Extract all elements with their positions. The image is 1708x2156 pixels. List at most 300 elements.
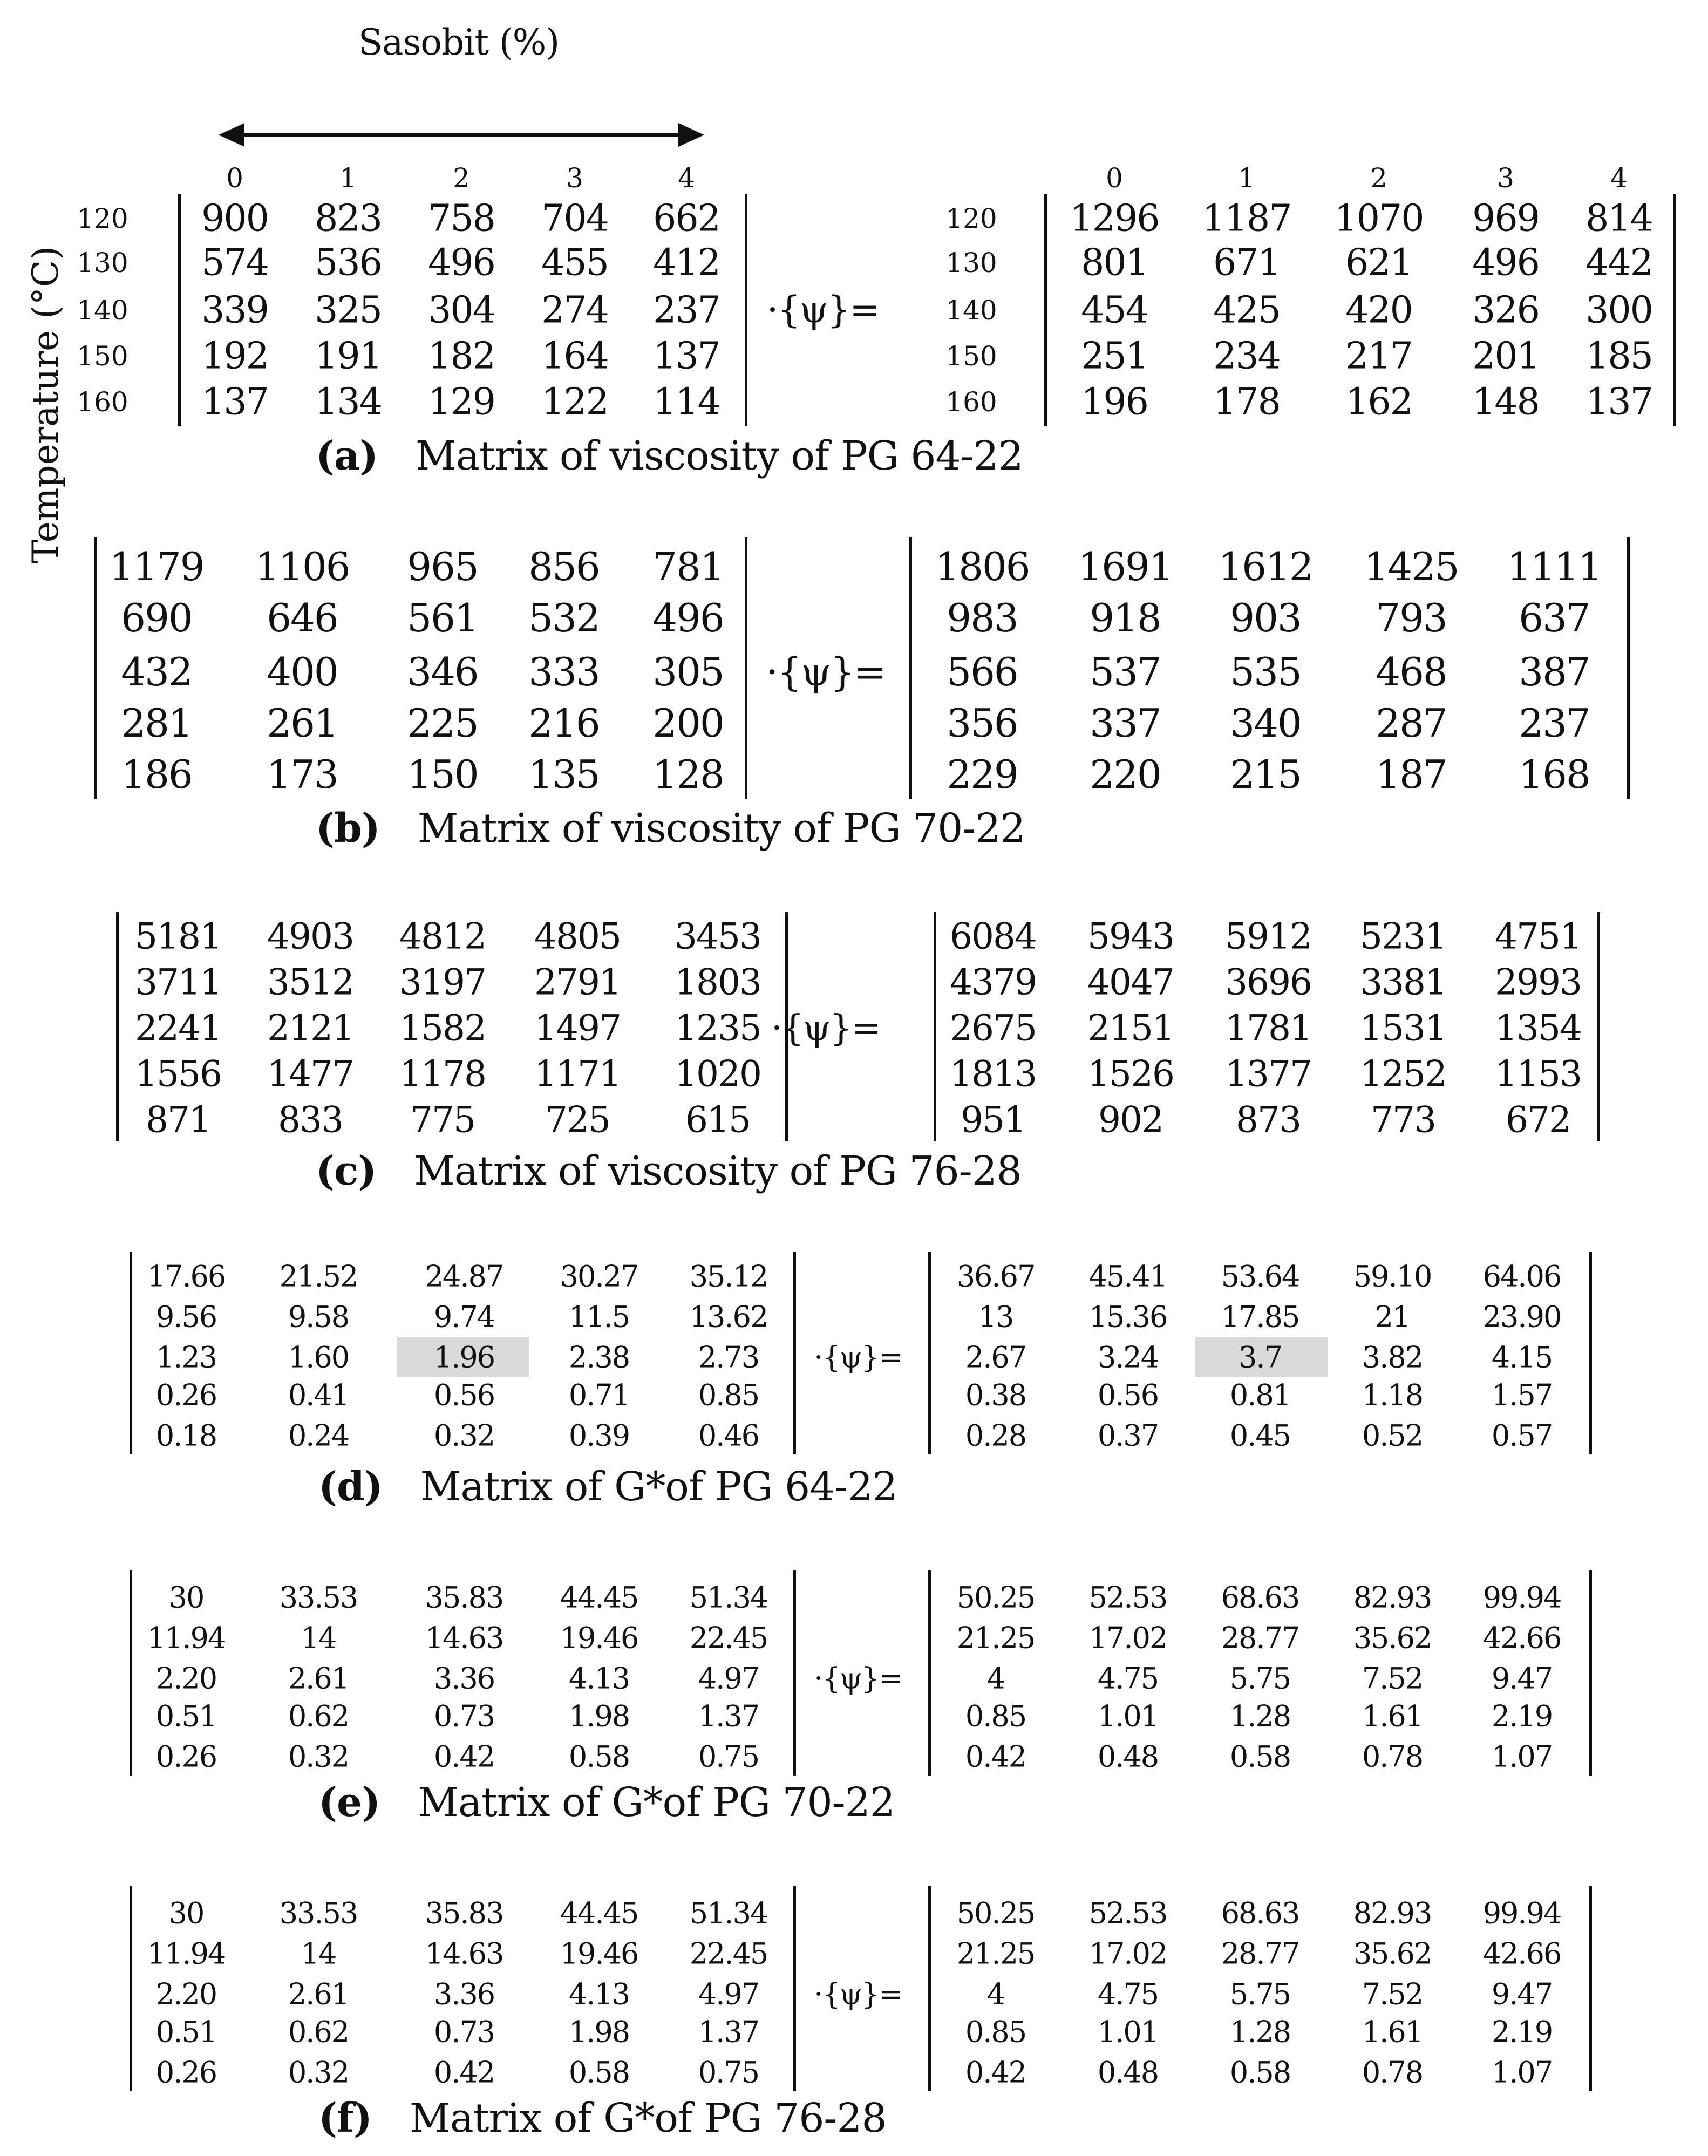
left-matrix-cell: 216: [528, 700, 600, 746]
left-matrix-cell: 1179: [109, 544, 204, 589]
left-matrix-cell: 346: [407, 649, 478, 695]
right-matrix-cell: 59.10: [1353, 1259, 1432, 1294]
right-matrix-cell: 148: [1472, 380, 1539, 424]
left-matrix-cell: 186: [121, 752, 192, 797]
left-matrix-cell: 14.63: [425, 1621, 503, 1655]
left-matrix-cell: 3512: [267, 961, 353, 1003]
right-matrix-cell: 773: [1371, 1099, 1435, 1141]
right-matrix-cell: 4.75: [1097, 1977, 1159, 2011]
left-matrix-cell: 1106: [255, 544, 350, 589]
left-matrix-cell: 2241: [135, 1007, 221, 1049]
right-matrix-cell: 983: [947, 595, 1018, 641]
right-matrix-cell: 21: [1374, 1300, 1410, 1334]
left-matrix-cell: 325: [315, 289, 382, 332]
left-matrix-cell: 400: [267, 649, 338, 695]
left-matrix-bracket: [793, 1570, 796, 1776]
left-matrix-cell: 781: [652, 544, 724, 589]
left-matrix-cell: 114: [653, 380, 720, 424]
left-matrix-cell: 0.56: [433, 1378, 495, 1412]
right-matrix-cell: 1.28: [1229, 1699, 1291, 1733]
right-matrix-cell: 0.52: [1362, 1418, 1423, 1453]
left-matrix-cell: 1.98: [568, 1699, 630, 1733]
sasobit-column-label: 0: [1106, 162, 1123, 194]
right-matrix-cell: 5.75: [1229, 1977, 1291, 2011]
temperature-axis-title: Temperature (°C): [25, 246, 66, 564]
left-matrix-bracket: [178, 194, 181, 426]
left-matrix-cell: 536: [315, 241, 382, 284]
right-matrix-cell: 1111: [1507, 544, 1602, 589]
right-matrix-cell: 0.45: [1229, 1418, 1291, 1453]
left-matrix-cell: 182: [428, 335, 495, 378]
right-matrix-cell: 496: [1472, 241, 1539, 284]
left-matrix-cell: 164: [541, 335, 608, 378]
psi-operator: ·{ψ}=: [766, 649, 886, 695]
left-matrix-cell: 24.87: [425, 1259, 503, 1294]
right-matrix-bracket: [1589, 1570, 1592, 1776]
left-matrix-cell: 33.53: [279, 1580, 358, 1615]
right-matrix-cell: 1296: [1070, 197, 1159, 240]
right-matrix-cell: 5231: [1360, 915, 1446, 957]
sasobit-column-label: 3: [1497, 162, 1514, 194]
left-matrix-cell: 3.36: [433, 1661, 495, 1696]
temperature-row-label: 150: [945, 341, 997, 372]
psi-operator: ·{ψ}=: [814, 1661, 902, 1696]
temperature-row-label: 120: [945, 203, 997, 234]
right-matrix-bracket: [1597, 912, 1600, 1141]
right-matrix-cell: 0.38: [965, 1378, 1026, 1412]
left-matrix-cell: 237: [653, 289, 720, 332]
right-matrix-cell: 873: [1236, 1099, 1301, 1141]
left-matrix-cell: 9.56: [155, 1300, 217, 1334]
right-matrix-cell: 5943: [1087, 915, 1174, 957]
right-matrix-cell: 229: [947, 752, 1018, 797]
right-matrix-cell: 82.93: [1353, 1580, 1432, 1615]
sasobit-axis-title: Sasobit (%): [358, 22, 560, 63]
right-matrix-cell: 7.52: [1362, 1661, 1423, 1696]
right-matrix-cell: 326: [1472, 289, 1539, 332]
left-matrix-cell: 1178: [399, 1053, 486, 1095]
right-matrix-cell: 251: [1081, 335, 1148, 378]
right-matrix-cell: 9.47: [1491, 1661, 1553, 1696]
right-matrix-cell: 637: [1519, 595, 1590, 641]
left-matrix-cell: 662: [653, 197, 720, 240]
panel-caption-text: Matrix of viscosity of PG 76-28: [414, 1148, 1022, 1194]
left-matrix-bracket: [130, 1886, 132, 2091]
left-matrix-cell: 5181: [135, 915, 221, 957]
right-matrix-cell: 137: [1585, 380, 1652, 424]
panel-tag: (e): [318, 1779, 380, 1826]
left-matrix-cell: 35.12: [689, 1259, 768, 1294]
left-matrix-cell: 4805: [534, 915, 621, 957]
left-matrix-cell: 2.38: [568, 1340, 630, 1375]
right-matrix-cell: 9.47: [1491, 1977, 1553, 2011]
right-matrix-cell: 6084: [950, 915, 1036, 957]
right-matrix-cell: 425: [1213, 289, 1280, 332]
right-matrix-cell: 82.93: [1353, 1896, 1432, 1930]
panel-tag: (f): [318, 2095, 372, 2141]
right-matrix-cell: 300: [1585, 289, 1652, 332]
left-matrix-cell: 21.52: [279, 1259, 358, 1294]
left-matrix-cell: 44.45: [560, 1580, 638, 1615]
right-matrix-cell: 0.37: [1097, 1418, 1159, 1453]
right-matrix-cell: 3.7: [1239, 1340, 1282, 1375]
left-matrix-cell: 775: [410, 1099, 475, 1141]
right-matrix-cell: 1813: [950, 1053, 1036, 1095]
right-matrix-cell: 0.81: [1229, 1378, 1291, 1412]
left-matrix-cell: 0.75: [698, 2055, 759, 2090]
right-matrix-cell: 0.58: [1229, 2055, 1291, 2090]
left-matrix-cell: 900: [201, 197, 268, 240]
left-matrix-cell: 432: [121, 649, 192, 695]
right-matrix-cell: 1612: [1218, 544, 1313, 589]
left-matrix-cell: 225: [407, 700, 478, 746]
right-matrix-cell: 4379: [950, 961, 1036, 1003]
right-matrix-cell: 1252: [1360, 1053, 1446, 1095]
right-matrix-cell: 0.42: [965, 1739, 1026, 1774]
right-matrix-cell: 21.25: [956, 1621, 1035, 1655]
right-matrix-cell: 1526: [1087, 1053, 1174, 1095]
right-matrix-cell: 196: [1081, 380, 1148, 424]
left-matrix-cell: 496: [652, 595, 724, 641]
right-matrix-cell: 1.01: [1097, 1699, 1159, 1733]
right-matrix-cell: 35.62: [1353, 1936, 1432, 1971]
right-matrix-cell: 468: [1376, 649, 1447, 695]
left-matrix-cell: 561: [407, 595, 478, 641]
left-matrix-cell: 0.32: [288, 2055, 349, 2090]
left-matrix-cell: 412: [653, 241, 720, 284]
right-matrix-cell: 185: [1585, 335, 1652, 378]
temperature-row-label: 130: [945, 247, 997, 278]
right-matrix-bracket: [928, 1252, 931, 1454]
left-matrix-bracket: [130, 1252, 132, 1454]
right-matrix-cell: 4: [986, 1661, 1005, 1696]
right-matrix-cell: 793: [1376, 595, 1447, 641]
right-matrix-cell: 566: [947, 649, 1018, 695]
panel-caption-text: Matrix of G*of PG 76-28: [409, 2095, 887, 2141]
double-arrow-icon: [219, 121, 704, 148]
left-matrix-cell: 1.37: [698, 2015, 759, 2049]
panel-caption-text: Matrix of G*of PG 64-22: [420, 1464, 897, 1510]
right-matrix-cell: 17.02: [1088, 1936, 1167, 1971]
left-matrix-cell: 274: [541, 289, 608, 332]
left-matrix-cell: 0.85: [698, 1378, 759, 1412]
right-matrix-cell: 814: [1585, 197, 1652, 240]
left-matrix-cell: 2121: [267, 1007, 353, 1049]
left-matrix-cell: 35.83: [425, 1896, 503, 1930]
temperature-row-label: 140: [945, 295, 997, 326]
panel-caption-text: Matrix of viscosity of PG 70-22: [417, 805, 1025, 852]
panel-caption-text: Matrix of G*of PG 70-22: [418, 1779, 895, 1826]
right-matrix-cell: 53.64: [1221, 1259, 1299, 1294]
temperature-row-label: 150: [77, 341, 128, 372]
panel-caption: [316, 1148, 1022, 1194]
right-matrix-bracket: [928, 1570, 931, 1776]
right-matrix-cell: 454: [1081, 289, 1148, 332]
right-matrix-cell: 50.25: [956, 1580, 1035, 1615]
right-matrix-cell: 42.66: [1482, 1621, 1561, 1655]
left-matrix-cell: 1171: [534, 1053, 621, 1095]
left-matrix-cell: 758: [428, 197, 495, 240]
left-matrix-cell: 4903: [267, 915, 353, 957]
right-matrix-cell: 2151: [1087, 1007, 1174, 1049]
right-matrix-cell: 28.77: [1221, 1621, 1299, 1655]
panel-caption: [316, 433, 1023, 479]
right-matrix-cell: 217: [1345, 335, 1412, 378]
psi-operator: ·{ψ}=: [766, 289, 880, 332]
psi-operator: ·{ψ}=: [771, 1007, 881, 1049]
left-matrix-cell: 2.61: [288, 1977, 349, 2011]
left-matrix-cell: 0.62: [288, 1699, 349, 1733]
left-matrix-cell: 0.51: [155, 2015, 217, 2049]
left-matrix-cell: 122: [541, 380, 608, 424]
psi-operator: ·{ψ}=: [814, 1977, 902, 2011]
left-matrix-bracket: [94, 537, 97, 799]
left-matrix-cell: 30.27: [560, 1259, 638, 1294]
left-matrix-cell: 690: [121, 595, 192, 641]
right-matrix-cell: 903: [1230, 595, 1301, 641]
right-matrix-cell: 420: [1345, 289, 1412, 332]
left-matrix-cell: 14: [301, 1621, 336, 1655]
left-matrix-cell: 173: [267, 752, 338, 797]
right-matrix-cell: 3696: [1225, 961, 1311, 1003]
left-matrix-cell: 129: [428, 380, 495, 424]
right-matrix-cell: 0.78: [1362, 1739, 1423, 1774]
right-matrix-cell: 178: [1213, 380, 1280, 424]
right-matrix-cell: 35.62: [1353, 1621, 1432, 1655]
right-matrix-cell: 17.02: [1088, 1621, 1167, 1655]
right-matrix-cell: 535: [1230, 649, 1301, 695]
right-matrix-cell: 1.07: [1491, 1739, 1553, 1774]
panel-caption: [316, 805, 1025, 852]
right-matrix-cell: 969: [1472, 197, 1539, 240]
left-matrix-bracket: [793, 1886, 796, 2091]
right-matrix-cell: 162: [1345, 380, 1412, 424]
sasobit-column-label: 4: [678, 162, 695, 194]
right-matrix-cell: 1070: [1334, 197, 1424, 240]
right-matrix-cell: 28.77: [1221, 1936, 1299, 1971]
right-matrix-cell: 340: [1230, 700, 1301, 746]
left-matrix-cell: 496: [428, 241, 495, 284]
left-matrix-cell: 455: [541, 241, 608, 284]
left-matrix-cell: 333: [528, 649, 600, 695]
left-matrix-cell: 0.32: [288, 1739, 349, 1774]
left-matrix-cell: 1556: [135, 1053, 221, 1095]
left-matrix-cell: 0.18: [155, 1418, 217, 1453]
right-matrix-cell: 2993: [1495, 961, 1581, 1003]
left-matrix-cell: 30: [168, 1896, 204, 1930]
right-matrix-cell: 1.61: [1362, 2015, 1423, 2049]
sasobit-column-label: 1: [339, 162, 357, 194]
right-matrix-cell: 13: [978, 1300, 1013, 1334]
right-matrix-bracket: [934, 912, 936, 1141]
right-matrix-cell: 442: [1585, 241, 1652, 284]
left-matrix-cell: 532: [528, 595, 600, 641]
left-matrix-cell: 19.46: [560, 1936, 638, 1971]
left-matrix-cell: 9.74: [433, 1300, 495, 1334]
right-matrix-cell: 234: [1213, 335, 1280, 378]
right-matrix-cell: 356: [947, 700, 1018, 746]
left-matrix-cell: 2.20: [155, 1977, 217, 2011]
right-matrix-cell: 237: [1519, 700, 1590, 746]
left-matrix-cell: 1235: [675, 1007, 761, 1049]
right-matrix-cell: 1187: [1202, 197, 1291, 240]
right-matrix-bracket: [928, 1886, 931, 2091]
right-matrix-cell: 2.19: [1491, 2015, 1553, 2049]
left-matrix-cell: 4.97: [698, 1661, 759, 1696]
panel-tag: (a): [316, 433, 378, 479]
right-matrix-bracket: [1673, 194, 1676, 426]
left-matrix-cell: 3.36: [433, 1977, 495, 2011]
left-matrix-cell: 19.46: [560, 1621, 638, 1655]
right-matrix-cell: 201: [1472, 335, 1539, 378]
right-matrix-cell: 672: [1506, 1099, 1570, 1141]
left-matrix-cell: 135: [528, 752, 600, 797]
sasobit-column-label: 4: [1610, 162, 1628, 194]
right-matrix-cell: 5.75: [1229, 1661, 1291, 1696]
left-matrix-cell: 17.66: [147, 1259, 226, 1294]
left-matrix-cell: 11.5: [568, 1300, 630, 1334]
left-matrix-cell: 0.26: [155, 1739, 217, 1774]
left-matrix-cell: 261: [267, 700, 338, 746]
right-matrix-cell: 287: [1376, 700, 1447, 746]
left-matrix-cell: 615: [685, 1099, 750, 1141]
right-matrix-cell: 15.36: [1088, 1300, 1167, 1334]
left-matrix-cell: 965: [407, 544, 478, 589]
left-matrix-cell: 22.45: [689, 1936, 768, 1971]
left-matrix-bracket: [745, 194, 747, 426]
left-matrix-cell: 1803: [675, 961, 761, 1003]
left-matrix-cell: 704: [541, 197, 608, 240]
left-matrix-cell: 0.58: [568, 1739, 630, 1774]
left-matrix-cell: 0.42: [433, 1739, 495, 1774]
left-matrix-cell: 4.13: [568, 1661, 630, 1696]
left-matrix-cell: 0.26: [155, 1378, 217, 1412]
left-matrix-cell: 44.45: [560, 1896, 638, 1930]
right-matrix-cell: 1.28: [1229, 2015, 1291, 2049]
right-matrix-cell: 99.94: [1482, 1896, 1561, 1930]
left-matrix-cell: 1.37: [698, 1699, 759, 1733]
left-matrix-cell: 2.73: [698, 1340, 759, 1375]
left-matrix-cell: 856: [528, 544, 600, 589]
right-matrix-cell: 902: [1098, 1099, 1163, 1141]
left-matrix-cell: 0.75: [698, 1739, 759, 1774]
right-matrix-cell: 1.18: [1362, 1378, 1423, 1412]
left-matrix-cell: 51.34: [689, 1896, 768, 1930]
right-matrix-cell: 4047: [1087, 961, 1174, 1003]
right-matrix-cell: 1.57: [1491, 1378, 1553, 1412]
right-matrix-cell: 7.52: [1362, 1977, 1423, 2011]
psi-operator: ·{ψ}=: [814, 1340, 902, 1375]
left-matrix-cell: 4.13: [568, 1977, 630, 2011]
right-matrix-cell: 0.28: [965, 1418, 1026, 1453]
left-matrix-cell: 1582: [399, 1007, 486, 1049]
left-matrix-cell: 1497: [534, 1007, 621, 1049]
panel-tag: (d): [318, 1464, 383, 1510]
right-matrix-cell: 4.15: [1491, 1340, 1553, 1375]
right-matrix-cell: 0.56: [1097, 1378, 1159, 1412]
right-matrix-cell: 1153: [1495, 1053, 1581, 1095]
left-matrix-cell: 51.34: [689, 1580, 768, 1615]
right-matrix-cell: 918: [1090, 595, 1161, 641]
left-matrix-cell: 339: [201, 289, 268, 332]
right-matrix-cell: 3381: [1360, 961, 1446, 1003]
left-matrix-cell: 35.83: [425, 1580, 503, 1615]
panel-tag: (c): [316, 1148, 377, 1194]
right-matrix-bracket: [1044, 194, 1047, 426]
right-matrix-bracket: [1627, 537, 1630, 799]
right-matrix-cell: 68.63: [1221, 1896, 1299, 1930]
left-matrix-cell: 833: [278, 1099, 343, 1141]
right-matrix-cell: 52.53: [1088, 1896, 1167, 1930]
left-matrix-cell: 134: [315, 380, 382, 424]
right-matrix-bracket: [1589, 1886, 1592, 2091]
right-matrix-cell: 215: [1230, 752, 1301, 797]
left-matrix-cell: 1.98: [568, 2015, 630, 2049]
right-matrix-cell: 337: [1090, 700, 1161, 746]
left-matrix-cell: 646: [267, 595, 338, 641]
sasobit-column-label: 0: [226, 162, 243, 194]
left-matrix-cell: 0.41: [288, 1378, 349, 1412]
sasobit-column-label: 2: [453, 162, 470, 194]
left-matrix-cell: 1.96: [433, 1340, 495, 1375]
left-matrix-cell: 0.39: [568, 1418, 630, 1453]
left-matrix-cell: 9.58: [288, 1300, 349, 1334]
sasobit-column-label: 3: [566, 162, 583, 194]
right-matrix-cell: 671: [1213, 241, 1280, 284]
left-matrix-cell: 22.45: [689, 1621, 768, 1655]
left-matrix-cell: 1477: [267, 1053, 353, 1095]
right-matrix-cell: 0.57: [1491, 1418, 1553, 1453]
right-matrix-cell: 1425: [1364, 544, 1459, 589]
temperature-row-label: 160: [77, 386, 128, 418]
right-matrix-cell: 1806: [935, 544, 1030, 589]
right-matrix-cell: 1354: [1495, 1007, 1581, 1049]
left-matrix-bracket: [745, 537, 747, 799]
right-matrix-cell: 801: [1081, 241, 1148, 284]
right-matrix-cell: 4: [986, 1977, 1005, 2011]
right-matrix-cell: 1531: [1360, 1007, 1446, 1049]
left-matrix-cell: 137: [653, 335, 720, 378]
left-matrix-cell: 1.60: [288, 1340, 349, 1375]
left-matrix-cell: 304: [428, 289, 495, 332]
right-matrix-cell: 0.78: [1362, 2055, 1423, 2090]
right-matrix-cell: 3.82: [1362, 1340, 1423, 1375]
right-matrix-cell: 2.67: [965, 1340, 1026, 1375]
right-matrix-cell: 951: [961, 1099, 1025, 1141]
right-matrix-cell: 621: [1345, 241, 1412, 284]
left-matrix-cell: 11.94: [147, 1936, 226, 1971]
right-matrix-cell: 387: [1519, 649, 1590, 695]
panel-caption-text: Matrix of viscosity of PG 64-22: [415, 433, 1023, 479]
right-matrix-bracket: [1589, 1252, 1592, 1454]
right-matrix-cell: 220: [1090, 752, 1161, 797]
left-matrix-cell: 1020: [675, 1053, 761, 1095]
left-matrix-cell: 0.58: [568, 2055, 630, 2090]
right-matrix-cell: 1377: [1225, 1053, 1311, 1095]
temperature-row-label: 140: [77, 295, 128, 326]
sasobit-column-label: 2: [1370, 162, 1387, 194]
left-matrix-cell: 150: [407, 752, 478, 797]
panel-caption: [318, 1779, 895, 1826]
left-matrix-cell: 725: [545, 1099, 610, 1141]
right-matrix-cell: 0.85: [965, 1699, 1026, 1733]
left-matrix-cell: 823: [315, 197, 382, 240]
left-matrix-cell: 128: [652, 752, 724, 797]
right-matrix-cell: 2.19: [1491, 1699, 1553, 1733]
left-matrix-cell: 4.97: [698, 1977, 759, 2011]
left-matrix-cell: 281: [121, 700, 192, 746]
right-matrix-cell: 4751: [1495, 915, 1581, 957]
